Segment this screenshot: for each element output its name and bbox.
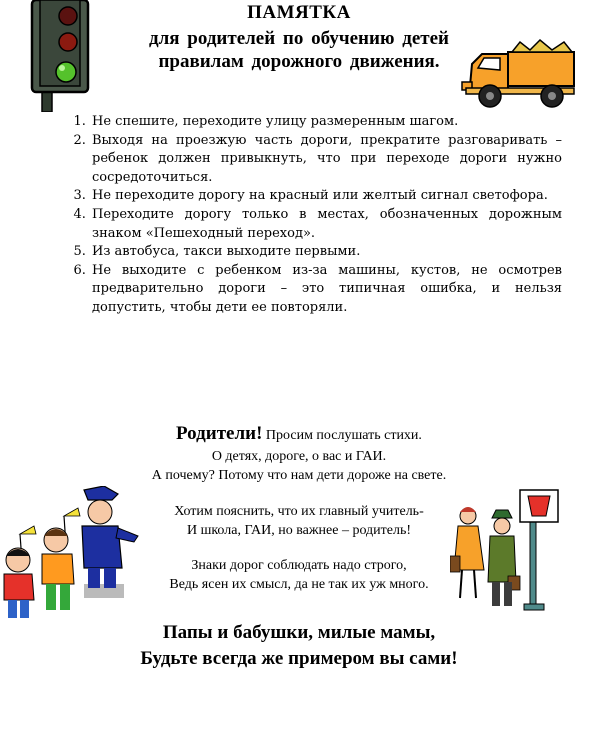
list-item: 5. Из автобуса, такси выходите первыми. — [90, 243, 562, 262]
poem-line: Просим послушать стихи. — [262, 428, 422, 443]
subtitle-line: для родителей по обучению детей — [149, 28, 449, 49]
page-title: ПАМЯТКА — [247, 2, 351, 23]
poem-line: А почему? Потому что нам дети дороже на свете. — [151, 468, 447, 483]
closing-line: Папы и бабушки, милые мамы, — [162, 622, 436, 643]
poem-line: Ведь ясен их смысл, да не так их уж много. — [169, 577, 429, 592]
closing-line: Будьте всегда же примером вы сами! — [140, 648, 458, 669]
rules-list — [68, 113, 562, 318]
poem-line: Знаки дорог соблюдать надо строго, — [191, 558, 407, 573]
closing-text — [0, 620, 598, 672]
poem-line: Хотим пояснить, что их главный учитель- — [174, 504, 424, 519]
page-subtitle — [0, 27, 598, 73]
list-item: 2. Выходя на проезжую часть дороги, прекратите разговаривать – ребенок должен привыкнуть, что при переходе дороги нужно сосредоточиться. — [90, 132, 562, 188]
poem-lead: Родители! — [176, 423, 263, 444]
list-item: 6. Не выходите с ребенком из-за машины, кустов, не осмотрев предварительно дороги – это типичная ошибка, и нельзя допустить, чтобы дети ее повторяли. — [90, 262, 562, 318]
list-item: 3. Не переходите дорогу на красный или желтый сигнал светофора. — [90, 187, 562, 206]
list-item: 4. Переходите дорогу только в местах, обозначенных дорожным знаком «Пешеходный переход». — [90, 206, 562, 243]
poem-first-line — [0, 423, 598, 447]
list-item: 1. Не спешите, переходите улицу размеренным шагом. — [90, 113, 562, 132]
poem-line: О детях, дороге, о вас и ГАИ. — [211, 449, 387, 464]
subtitle-line: правилам дорожного движения. — [158, 51, 440, 72]
pedestrians-crossing-icon — [450, 486, 570, 614]
poem-line: И школа, ГАИ, но важнее – родитель! — [186, 523, 412, 538]
children-and-policeman-icon — [0, 486, 142, 626]
